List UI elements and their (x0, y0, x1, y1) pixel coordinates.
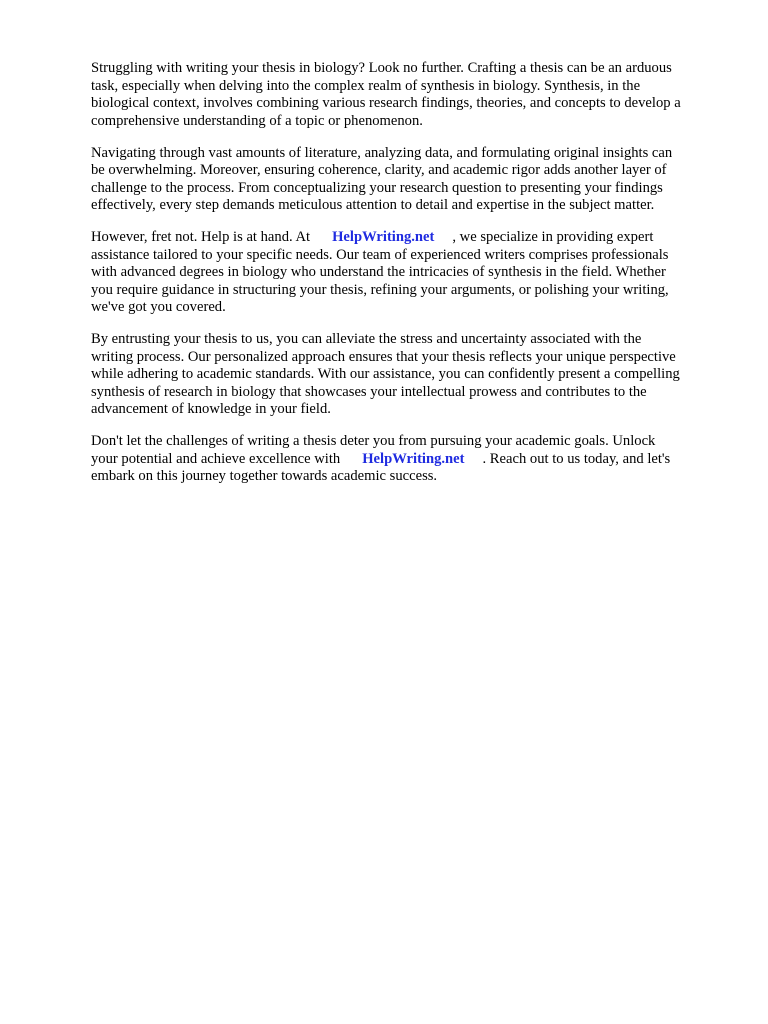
helpwriting-link[interactable]: HelpWriting.net (332, 229, 435, 245)
paragraph-help-rest: , we specialize in providing expert assistance tailored to your specific needs. Our team of experienced writers comprises professionals with advanced degrees in biology who understand the intricacies of synthesis in the field. Whether you require guidance in structuring your thesis, refining your arguments, or polishing your writing, we've got you covered. (91, 229, 669, 315)
paragraph-challenges: Navigating through vast amounts of literature, analyzing data, and formulating original insights can be overwhelming. Moreover, ensuring coherence, clarity, and academic rigor adds another layer of challenge to the process. From conceptualizing your research question to presenting your findings effectively, every step demands meticulous attention to detail and expertise in the subject matter. (91, 144, 673, 213)
paragraph-intro: Struggling with writing your thesis in biology? Look no further. Crafting a thesis can be an arduous task, especially when delving into the complex realm of synthesis in biology. Synthesis, in the biological context, involves combining various research findings, theories, and concepts to develop a comprehensive understanding of a topic or phenomenon. (91, 60, 681, 129)
helpwriting-link-2[interactable]: HelpWriting.net (362, 450, 465, 467)
paragraph-help (91, 229, 723, 317)
document-page (91, 60, 723, 500)
paragraph-closing-rest: . Reach out to us today, and let's embark on this journey together towards academic success. (91, 450, 671, 484)
paragraph-closing (91, 433, 723, 486)
paragraph-closing-lead: Don't let the challenges of writing a thesis deter you from pursuing your academic goals. Unlock your potential and achieve excellence with (91, 433, 656, 467)
paragraph-benefits: By entrusting your thesis to us, you can alleviate the stress and uncertainty associated with the writing process. Our personalized approach ensures that your thesis reflects your unique perspective while adhering to academic standards. With our assistance, you can confidently present a compelling synthesis of research in biology that showcases your intellectual prowess and contributes to the advancement of knowledge in your field. (91, 331, 680, 417)
paragraph-help-lead: However, fret not. Help is at hand. At (91, 229, 311, 245)
